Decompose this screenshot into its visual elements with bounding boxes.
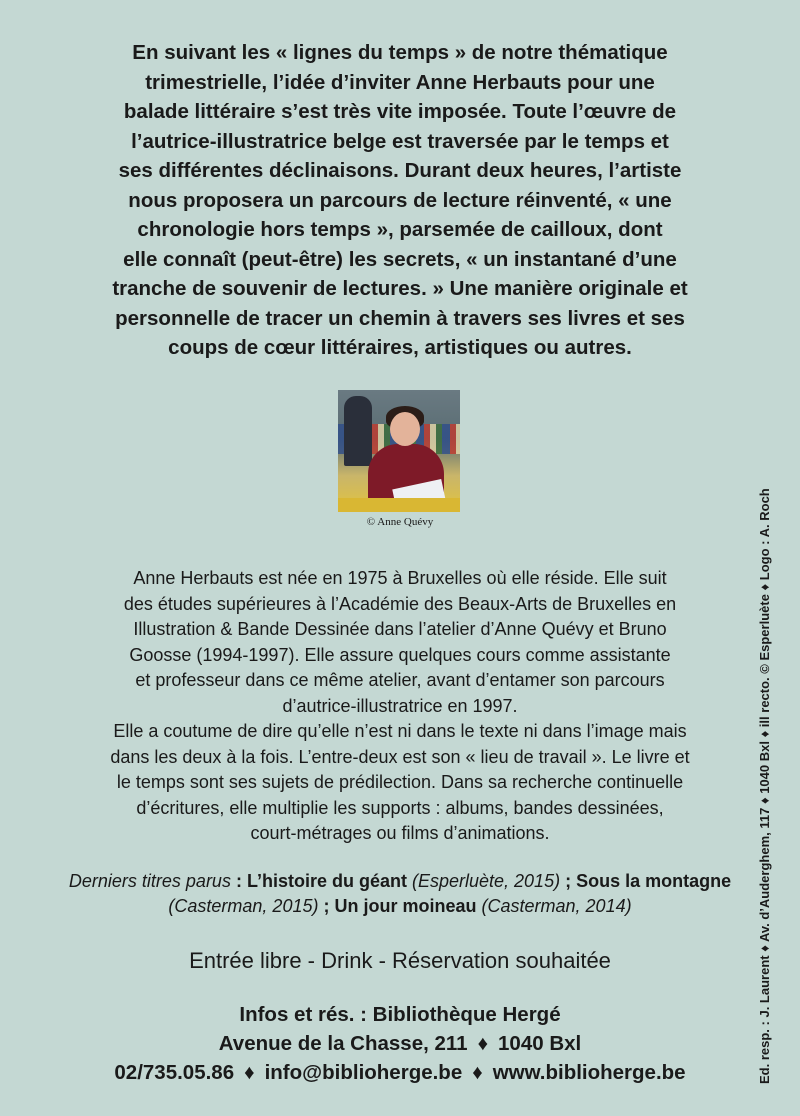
- intro-line: personnelle de tracer un chemin à travers ses livres et ses: [115, 306, 685, 330]
- entry-info: Entrée libre - Drink - Réservation souhaitée: [189, 948, 611, 973]
- intro-line: trimestrielle, l’idée d’inviter Anne Herbauts pour une: [145, 70, 655, 94]
- address: Avenue de la Chasse, 211: [218, 1032, 468, 1055]
- contact-line-1: Infos et rés. : Bibliothèque Hergé: [239, 1003, 561, 1026]
- phone-number: 02/735.05.86: [114, 1061, 235, 1084]
- diamond-icon: ♦: [472, 1061, 483, 1084]
- postal-code: 1040 Bxl: [498, 1032, 582, 1055]
- bio-paragraph: [40, 566, 760, 847]
- bio-line: Goosse (1994-1997). Elle assure quelques cours comme assistante: [129, 644, 671, 665]
- contact-block: [40, 1000, 760, 1087]
- intro-line: coups de cœur littéraires, artistiques ou autres.: [168, 336, 632, 359]
- publisher-3: (Casterman, 2014): [481, 896, 632, 916]
- titles-semicolon: ;: [560, 871, 577, 891]
- titles-separator: :: [230, 871, 247, 891]
- recent-titles-label: Derniers titres parus: [68, 871, 231, 891]
- bio-line: Anne Herbauts est née en 1975 à Bruxelles où elle réside. Elle suit: [133, 568, 667, 588]
- email-link[interactable]: info@biblioherge.be: [264, 1061, 463, 1084]
- intro-line: chronologie hors temps », parsemée de cailloux, dont: [137, 218, 663, 241]
- photo-author-face: [390, 412, 420, 446]
- photo-table: [338, 498, 460, 512]
- publisher-2: (Casterman, 2015): [168, 896, 319, 916]
- intro-line: nous proposera un parcours de lecture réinventé, « une: [128, 188, 672, 212]
- bio-line: des études supérieures à l’Académie des Beaux-Arts de Bruxelles en: [123, 593, 677, 614]
- intro-line: ses différentes déclinaisons. Durant deux heures, l’artiste: [118, 159, 682, 182]
- intro-line: balade littéraire s’est très vite imposée. Toute l’œuvre de: [123, 100, 677, 123]
- photo-background-person: [344, 396, 372, 466]
- bio-line: d’autrice-illustratrice en 1997.: [282, 695, 518, 716]
- bio-line: dans les deux à la fois. L’entre-deux est son « lieu de travail ». Le livre et: [110, 746, 690, 767]
- author-photo: [338, 390, 460, 512]
- intro-line: En suivant les « lignes du temps » de notre thématique: [132, 41, 668, 64]
- titles-semicolon: ;: [318, 896, 335, 916]
- bio-line: court-métrages ou films d’animations.: [250, 823, 550, 843]
- intro-line: tranche de souvenir de lectures. » Une manière originale et: [112, 277, 688, 300]
- intro-line: elle connaît (peut-être) les secrets, « un instantané d’une: [123, 247, 677, 271]
- intro-paragraph: [40, 38, 760, 363]
- diamond-icon: ♦: [477, 1032, 489, 1055]
- diamond-icon: ♦: [244, 1061, 255, 1084]
- title-3: Un jour moineau: [334, 896, 477, 916]
- publisher-1: (Esperluète, 2015): [411, 871, 561, 891]
- recent-titles: [40, 869, 760, 919]
- bio-line: et professeur dans ce même atelier, avant d’entamer son parcours: [135, 670, 665, 690]
- bio-line: Elle a coutume de dire qu’elle n’est ni dans le texte ni dans l’image mais: [113, 721, 687, 741]
- contact-line-2: [40, 1029, 760, 1058]
- website-link[interactable]: www.biblioherge.be: [492, 1061, 686, 1084]
- title-2: Sous la montagne: [576, 871, 732, 891]
- publisher-credit: Ed. resp. : J. Laurent ♦ Av. d’Auderghem, 117 ♦ 1040 Bxl ♦ ill recto. © Esperluète ♦ Logo : A. Roch: [757, 488, 772, 1084]
- bio-line: d’écritures, elle multiplie les supports : albums, bandes dessinées,: [136, 797, 664, 818]
- title-1: L’histoire du géant: [246, 871, 407, 891]
- bio-line: Illustration & Bande Dessinée dans l’atelier d’Anne Quévy et Bruno: [133, 619, 667, 639]
- intro-line: l’autrice-illustratrice belge est traversée par le temps et: [131, 129, 669, 153]
- bio-line: le temps sont ses sujets de prédilection. Dans sa recherche continuelle: [116, 772, 684, 792]
- contact-line-3: [40, 1058, 760, 1087]
- photo-caption: © Anne Quévy: [366, 516, 434, 528]
